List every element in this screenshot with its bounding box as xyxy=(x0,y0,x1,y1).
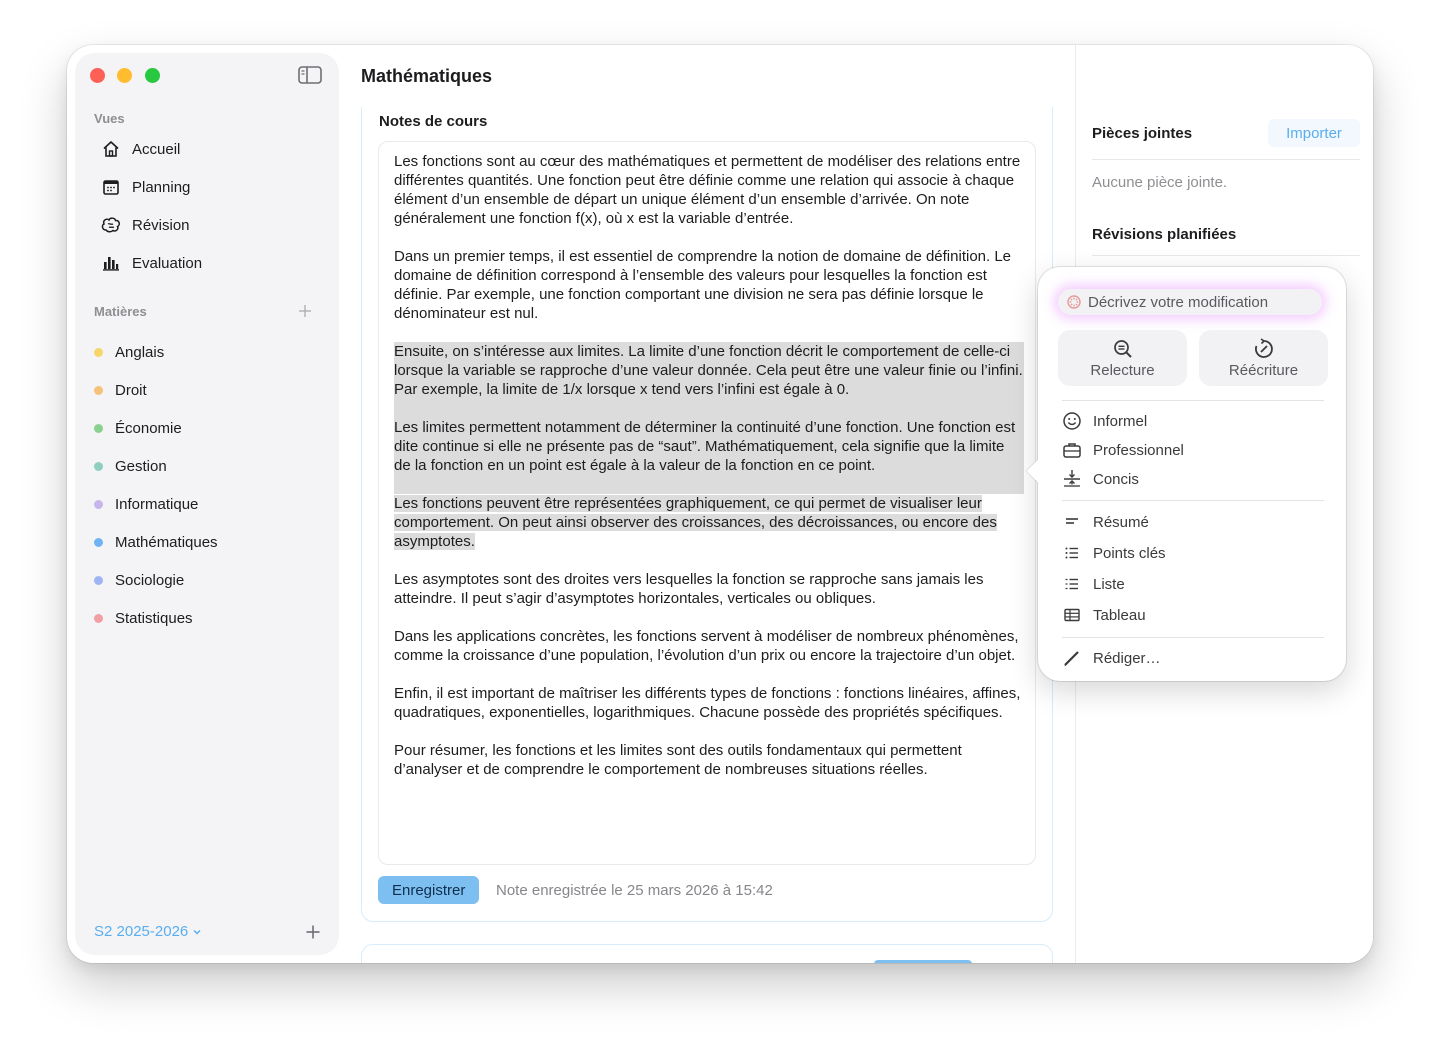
summary-icon xyxy=(1062,512,1082,532)
note-paragraph-selected: Ensuite, on s’intéresse aux limites. La limite d’une fonction décrit le comportement de celle-ci lorsque la variable se rapproche d’une valeur donnée. Cela peut être une valeur finie ou l’infini. Par exemple, la limite de 1/x lorsque x tend vers l’infini est égale à 0. xyxy=(394,343,1023,398)
notes-card-title: Notes de cours xyxy=(379,113,488,130)
menu-item-concis[interactable] xyxy=(1062,467,1324,491)
subject-item-sociologie[interactable] xyxy=(94,567,184,593)
zoom-window-button[interactable] xyxy=(145,68,160,83)
menu-item-label: Résumé xyxy=(1093,513,1149,531)
rewrite-label: Réécriture xyxy=(1228,361,1299,379)
subject-item-statistiques[interactable] xyxy=(94,605,193,631)
menu-divider xyxy=(1062,400,1324,401)
note-selection xyxy=(394,342,1024,494)
plus-icon xyxy=(297,303,313,319)
list-icon xyxy=(1062,574,1082,594)
subjects-section-title: Matières xyxy=(94,304,147,319)
note-paragraph: Pour résumer, les fonctions et les limites sont des outils fondamentaux qui permettent d’analyser et de comprendre le comportement de nombreuses situations réelles. xyxy=(394,742,962,778)
plus-icon xyxy=(305,924,321,940)
calendar-icon xyxy=(100,176,122,198)
next-card xyxy=(361,944,1053,963)
sidebar-toggle-icon[interactable] xyxy=(298,66,322,84)
note-paragraph-selected: Les limites permettent notamment de déterminer la continuité d’une fonction. Une fonction est dite continue si elle ne présente pas de “saut”. Mathématiquement, cela signifie que la limite de la fonction en un point est égale à la valeur de la fonction en ce point. xyxy=(394,418,1024,475)
note-paragraph: Dans les applications concrètes, les fonctions servent à modéliser de nombreux phénomènes, comme la croissance d’une population, l’évolution d’un prix ou encore la trajectoire d’un objet. xyxy=(394,628,1019,664)
sidebar-item-accueil[interactable] xyxy=(100,135,180,163)
divider xyxy=(1092,159,1360,160)
divider xyxy=(1092,255,1360,256)
sidebar-item-label: Evaluation xyxy=(132,254,203,272)
add-subject-button[interactable] xyxy=(297,303,313,319)
add-semester-button[interactable] xyxy=(305,924,321,940)
menu-item-rediger[interactable] xyxy=(1062,646,1324,670)
save-button[interactable]: Enregistrer xyxy=(378,876,479,904)
subject-label: Mathématiques xyxy=(115,533,218,551)
subject-color-dot xyxy=(94,500,103,509)
subject-item-anglais[interactable] xyxy=(94,339,164,365)
rewrite-icon xyxy=(1253,338,1275,360)
sidebar-item-evaluation[interactable] xyxy=(100,249,202,277)
subject-color-dot xyxy=(94,576,103,585)
subject-color-dot xyxy=(94,462,103,471)
smiley-icon xyxy=(1062,411,1082,431)
attachments-title: Pièces jointes xyxy=(1092,125,1193,142)
subject-label: Informatique xyxy=(115,495,199,513)
menu-item-label: Tableau xyxy=(1093,606,1146,624)
no-attachment-text: Aucune pièce jointe. xyxy=(1092,174,1228,191)
menu-item-professionnel[interactable] xyxy=(1062,438,1324,462)
menu-divider xyxy=(1062,500,1324,501)
selection-gap xyxy=(394,475,1024,494)
rewrite-button[interactable] xyxy=(1199,330,1328,386)
magnifier-check-icon xyxy=(1112,338,1134,360)
writing-prompt-field[interactable] xyxy=(1058,289,1322,315)
subject-item-mathematiques[interactable] xyxy=(94,529,218,555)
briefcase-icon xyxy=(1062,440,1082,460)
sidebar-item-planning[interactable] xyxy=(100,173,190,201)
subject-color-dot xyxy=(94,538,103,547)
pencil-icon xyxy=(1062,648,1082,668)
subject-label: Sociologie xyxy=(115,571,185,589)
subject-label: Droit xyxy=(115,381,147,399)
semester-selector[interactable] xyxy=(94,923,202,940)
subject-label: Anglais xyxy=(115,343,165,361)
next-card-button-stub[interactable] xyxy=(874,960,972,963)
sidebar-item-label: Planning xyxy=(132,178,191,196)
menu-divider xyxy=(1062,637,1324,638)
proofread-button[interactable] xyxy=(1058,330,1187,386)
close-window-button[interactable] xyxy=(90,68,105,83)
proofread-label: Relecture xyxy=(1090,361,1155,379)
note-paragraph: Les fonctions sont au cœur des mathématiques et permettent de modéliser des relations entre différentes quantités. Une fonction peut être définie comme une relation qui associe à chaque élément d’un ensemble de départ un unique élément d’un ensemble d’arrivée. On note généralement une fonction f(x), où x est la variable d’entrée. xyxy=(394,153,1021,227)
menu-item-liste[interactable] xyxy=(1062,572,1324,596)
apple-intelligence-icon xyxy=(1066,294,1082,310)
home-icon xyxy=(100,138,122,160)
semester-label: S2 2025-2026 xyxy=(94,923,189,940)
sidebar-item-label: Accueil xyxy=(132,140,181,158)
save-status: Note enregistrée le 25 mars 2026 à 15:42 xyxy=(496,882,773,899)
subject-item-gestion[interactable] xyxy=(94,453,167,479)
note-paragraph: Enfin, il est important de maîtriser les différents types de fonctions : fonctions linéaires, affines, quadratiques, exponentielles, logarithmiques. Chacune possède des propriétés spécifiques. xyxy=(394,685,1021,721)
menu-item-label: Concis xyxy=(1093,470,1139,488)
import-button[interactable]: Importer xyxy=(1268,119,1360,147)
menu-item-label: Points clés xyxy=(1093,544,1166,562)
subject-color-dot xyxy=(94,386,103,395)
menu-item-label: Informel xyxy=(1093,412,1148,430)
menu-item-label: Liste xyxy=(1093,575,1125,593)
views-section-title: Vues xyxy=(94,111,125,126)
page-title: Mathématiques xyxy=(361,66,493,86)
subject-item-droit[interactable] xyxy=(94,377,147,403)
revisions-title: Révisions planifiées xyxy=(1092,226,1237,243)
sidebar-item-label: Révision xyxy=(132,216,190,234)
table-icon xyxy=(1062,605,1082,625)
subject-color-dot xyxy=(94,348,103,357)
menu-item-label: Rédiger… xyxy=(1093,649,1161,667)
subject-item-informatique[interactable] xyxy=(94,491,198,517)
subject-item-economie[interactable] xyxy=(94,415,182,441)
subject-label: Gestion xyxy=(115,457,167,475)
note-paragraph: Dans un premier temps, il est essentiel de comprendre la notion de domaine de définition. Le domaine de définition correspond à l’ensemble des valeurs pour lesquelles la fonction est définie. Par exemple, une fonction comportant une division ne sera pas définie lorsque le dénominateur est nul. xyxy=(394,248,1012,322)
chevron-down-icon xyxy=(192,927,202,937)
sidebar xyxy=(76,54,338,954)
writing-tools-popover xyxy=(1038,267,1346,681)
note-paragraph-selected-partial xyxy=(394,494,1024,551)
compress-icon xyxy=(1062,469,1082,489)
brain-icon xyxy=(100,214,122,236)
note-paragraph-selected: Les fonctions peuvent être représentées graphiquement, ce qui permet de visualiser leur comportement. On peut ainsi observer des croissances, des décroissances, ou encore des asymptotes. xyxy=(394,495,997,550)
menu-item-label: Professionnel xyxy=(1093,441,1184,459)
subject-color-dot xyxy=(94,614,103,623)
note-editor[interactable] xyxy=(378,141,1036,865)
subject-color-dot xyxy=(94,424,103,433)
notes-card xyxy=(361,107,1053,922)
minimize-window-button[interactable] xyxy=(117,68,132,83)
writing-prompt-input[interactable] xyxy=(1088,294,1308,311)
menu-item-points-cles[interactable] xyxy=(1062,541,1324,565)
menu-item-resume[interactable] xyxy=(1062,510,1324,534)
app-window xyxy=(67,45,1373,963)
note-text[interactable] xyxy=(394,152,1024,798)
sidebar-item-revision[interactable] xyxy=(100,211,190,239)
bar-chart-icon xyxy=(100,252,122,274)
note-paragraph: Les asymptotes sont des droites vers lesquelles la fonction se rapproche sans jamais les atteindre. Il peut s’agir d’asymptotes horizontales, verticales ou obliques. xyxy=(394,571,984,607)
menu-item-informel[interactable] xyxy=(1062,409,1324,433)
selection-gap xyxy=(394,399,1024,418)
subject-label: Économie xyxy=(115,419,182,437)
menu-item-tableau[interactable] xyxy=(1062,603,1324,627)
key-points-icon xyxy=(1062,543,1082,563)
subject-label: Statistiques xyxy=(115,609,193,627)
